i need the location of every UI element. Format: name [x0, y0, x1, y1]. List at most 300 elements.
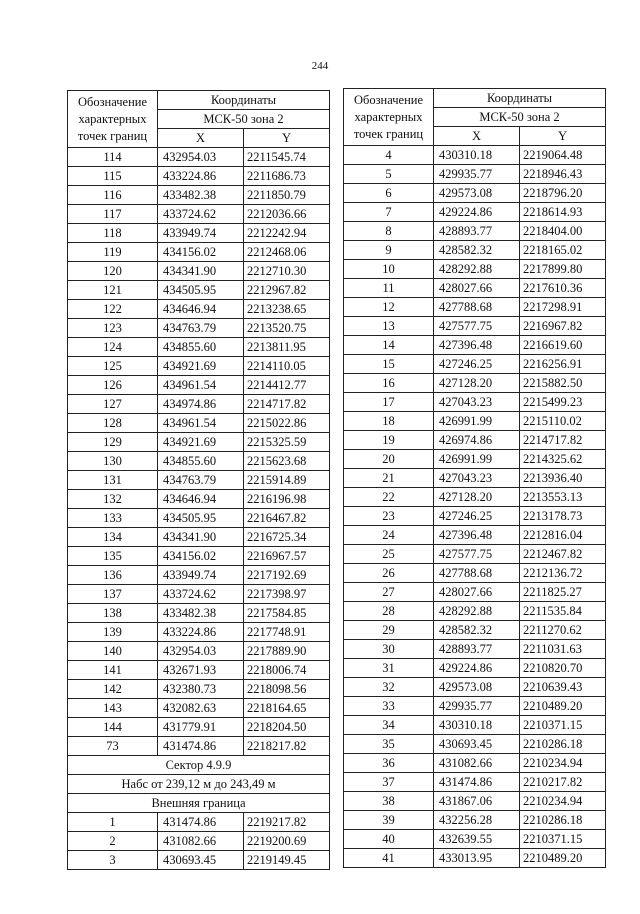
y-coordinate-cell: 2210820.70: [520, 659, 606, 678]
y-coordinate-cell: 2216967.82: [520, 317, 606, 336]
y-coordinate-cell: 2212036.66: [244, 205, 330, 224]
y-coordinate-cell: 2217748.91: [244, 623, 330, 642]
x-coordinate-cell: 432671.93: [158, 661, 244, 680]
x-coordinate-cell: 433949.74: [158, 566, 244, 585]
table-row: [68, 509, 330, 528]
point-id-cell: 30: [344, 640, 434, 659]
table-row: [68, 319, 330, 338]
y-coordinate-cell: 2212816.04: [520, 526, 606, 545]
x-column-header: X: [434, 127, 520, 146]
table-row: [68, 338, 330, 357]
y-coordinate-cell: 2211270.62: [520, 621, 606, 640]
x-coordinate-cell: 433949.74: [158, 224, 244, 243]
x-coordinate-cell: 434505.95: [158, 509, 244, 528]
table-row: [344, 564, 606, 583]
table-row: [68, 186, 330, 205]
x-column-header: X: [158, 129, 244, 148]
x-coordinate-cell: 434505.95: [158, 281, 244, 300]
y-coordinate-cell: 2219064.48: [520, 146, 606, 165]
y-coordinate-cell: 2215325.59: [244, 433, 330, 452]
table-row: [68, 471, 330, 490]
point-id-cell: 143: [68, 699, 158, 718]
y-coordinate-cell: 2210489.20: [520, 849, 606, 868]
table-row: [344, 184, 606, 203]
point-id-cell: 142: [68, 680, 158, 699]
point-id-cell: 119: [68, 243, 158, 262]
y-coordinate-cell: 2212468.06: [244, 243, 330, 262]
point-id-cell: 118: [68, 224, 158, 243]
table-row: [68, 395, 330, 414]
x-coordinate-cell: 430310.18: [434, 146, 520, 165]
point-id-cell: 4: [344, 146, 434, 165]
point-id-cell: 124: [68, 338, 158, 357]
point-id-cell: 33: [344, 697, 434, 716]
x-coordinate-cell: 431779.91: [158, 718, 244, 737]
x-coordinate-cell: 430693.45: [158, 851, 244, 870]
point-id-cell: 18: [344, 412, 434, 431]
y-coordinate-cell: 2215914.89: [244, 471, 330, 490]
table-row: [344, 545, 606, 564]
point-id-cell: 24: [344, 526, 434, 545]
table-row: [344, 640, 606, 659]
y-coordinate-cell: 2218165.02: [520, 241, 606, 260]
table-row: [344, 602, 606, 621]
left-table-body-after: [68, 813, 330, 870]
point-id-cell: 3: [68, 851, 158, 870]
point-id-cell: 125: [68, 357, 158, 376]
point-id-cell: 35: [344, 735, 434, 754]
y-coordinate-cell: 2217398.97: [244, 585, 330, 604]
x-coordinate-cell: 434156.02: [158, 243, 244, 262]
coordinates-table-left: [67, 90, 330, 870]
table-row: [344, 336, 606, 355]
x-coordinate-cell: 431474.86: [434, 773, 520, 792]
x-coordinate-cell: 432954.03: [158, 642, 244, 661]
x-coordinate-cell: 428582.32: [434, 241, 520, 260]
x-coordinate-cell: 429935.77: [434, 697, 520, 716]
table-row: [344, 583, 606, 602]
x-coordinate-cell: 432380.73: [158, 680, 244, 699]
right-table-body: [344, 146, 606, 868]
x-coordinate-cell: 434763.79: [158, 471, 244, 490]
coordinates-table-right: [343, 88, 606, 868]
y-coordinate-cell: 2214717.82: [244, 395, 330, 414]
y-coordinate-cell: 2216196.98: [244, 490, 330, 509]
x-coordinate-cell: 433482.38: [158, 604, 244, 623]
x-coordinate-cell: 429573.08: [434, 678, 520, 697]
point-id-cell: 10: [344, 260, 434, 279]
y-coordinate-cell: 2210234.94: [520, 792, 606, 811]
point-id-cell: 134: [68, 528, 158, 547]
point-id-cell: 5: [344, 165, 434, 184]
sector-title: Сектор 4.9.9: [68, 756, 330, 775]
y-coordinate-cell: 2217899.80: [520, 260, 606, 279]
x-coordinate-cell: 427788.68: [434, 298, 520, 317]
y-coordinate-cell: 2215022.86: [244, 414, 330, 433]
point-id-cell: 129: [68, 433, 158, 452]
designation-header: [344, 89, 434, 146]
designation-line: точек границ: [77, 128, 148, 143]
y-coordinate-cell: 2215882.50: [520, 374, 606, 393]
point-id-cell: 138: [68, 604, 158, 623]
point-id-cell: 41: [344, 849, 434, 868]
point-id-cell: 21: [344, 469, 434, 488]
point-id-cell: 13: [344, 317, 434, 336]
x-coordinate-cell: 434341.90: [158, 528, 244, 547]
y-coordinate-cell: 2215110.02: [520, 412, 606, 431]
table-row: [68, 224, 330, 243]
table-row: [68, 851, 330, 870]
table-row: [344, 773, 606, 792]
x-coordinate-cell: 430310.18: [434, 716, 520, 735]
point-id-cell: 9: [344, 241, 434, 260]
y-coordinate-cell: 2217584.85: [244, 604, 330, 623]
table-row: [344, 792, 606, 811]
designation-header: [68, 91, 158, 148]
x-coordinate-cell: 426991.99: [434, 412, 520, 431]
table-row: [344, 146, 606, 165]
table-row: [344, 203, 606, 222]
x-coordinate-cell: 434156.02: [158, 547, 244, 566]
y-coordinate-cell: 2212467.82: [520, 545, 606, 564]
coords-system-header: МСК-50 зона 2: [434, 108, 606, 127]
point-id-cell: 32: [344, 678, 434, 697]
table-row: [68, 642, 330, 661]
table-row: [344, 374, 606, 393]
point-id-cell: 15: [344, 355, 434, 374]
point-id-cell: 38: [344, 792, 434, 811]
x-coordinate-cell: 433724.62: [158, 585, 244, 604]
page-number: 244: [311, 60, 329, 72]
table-row: [344, 488, 606, 507]
coords-title-header: Координаты: [434, 89, 606, 108]
point-id-cell: 20: [344, 450, 434, 469]
point-id-cell: 123: [68, 319, 158, 338]
y-coordinate-cell: 2211825.27: [520, 583, 606, 602]
x-coordinate-cell: 434855.60: [158, 452, 244, 471]
point-id-cell: 120: [68, 262, 158, 281]
point-id-cell: 8: [344, 222, 434, 241]
x-coordinate-cell: 427043.23: [434, 469, 520, 488]
table-row: [344, 754, 606, 773]
table-row: [344, 678, 606, 697]
table-row: [68, 566, 330, 585]
x-coordinate-cell: 431082.66: [158, 832, 244, 851]
point-id-cell: 115: [68, 167, 158, 186]
point-id-cell: 73: [68, 737, 158, 756]
y-coordinate-cell: 2211545.74: [244, 148, 330, 167]
x-coordinate-cell: 428027.66: [434, 279, 520, 298]
x-coordinate-cell: 428292.88: [434, 602, 520, 621]
table-row: [344, 659, 606, 678]
x-coordinate-cell: 434961.54: [158, 414, 244, 433]
point-id-cell: 117: [68, 205, 158, 224]
y-coordinate-cell: 2218614.93: [520, 203, 606, 222]
x-coordinate-cell: 427577.75: [434, 317, 520, 336]
x-coordinate-cell: 427246.25: [434, 355, 520, 374]
y-coordinate-cell: 2215499.23: [520, 393, 606, 412]
table-row: [68, 262, 330, 281]
table-row: [68, 281, 330, 300]
y-coordinate-cell: 2210639.43: [520, 678, 606, 697]
y-coordinate-cell: 2212710.30: [244, 262, 330, 281]
y-coordinate-cell: 2213811.95: [244, 338, 330, 357]
y-coordinate-cell: 2218204.50: [244, 718, 330, 737]
x-coordinate-cell: 434974.86: [158, 395, 244, 414]
table-row: [344, 165, 606, 184]
table-row: [68, 718, 330, 737]
table-row: [68, 376, 330, 395]
point-id-cell: 126: [68, 376, 158, 395]
point-id-cell: 135: [68, 547, 158, 566]
y-coordinate-cell: 2214717.82: [520, 431, 606, 450]
point-id-cell: 26: [344, 564, 434, 583]
x-coordinate-cell: 431082.66: [434, 754, 520, 773]
y-coordinate-cell: 2210286.18: [520, 735, 606, 754]
table-row: [344, 412, 606, 431]
y-coordinate-cell: 2217192.69: [244, 566, 330, 585]
point-id-cell: 39: [344, 811, 434, 830]
point-id-cell: 141: [68, 661, 158, 680]
x-coordinate-cell: 431474.86: [158, 813, 244, 832]
y-coordinate-cell: 2216725.34: [244, 528, 330, 547]
x-coordinate-cell: 429224.86: [434, 203, 520, 222]
point-id-cell: 31: [344, 659, 434, 678]
y-coordinate-cell: 2210371.15: [520, 716, 606, 735]
y-coordinate-cell: 2212136.72: [520, 564, 606, 583]
designation-line: характерных: [354, 109, 423, 124]
y-coordinate-cell: 2218796.20: [520, 184, 606, 203]
x-coordinate-cell: 432082.63: [158, 699, 244, 718]
y-coordinate-cell: 2213520.75: [244, 319, 330, 338]
x-coordinate-cell: 434855.60: [158, 338, 244, 357]
table-row: [68, 205, 330, 224]
y-coordinate-cell: 2216256.91: [520, 355, 606, 374]
y-coordinate-cell: 2218404.00: [520, 222, 606, 241]
y-coordinate-cell: 2214325.62: [520, 450, 606, 469]
point-id-cell: 28: [344, 602, 434, 621]
point-id-cell: 25: [344, 545, 434, 564]
y-coordinate-cell: 2219200.69: [244, 832, 330, 851]
y-coordinate-cell: 2217298.91: [520, 298, 606, 317]
y-coordinate-cell: 2210286.18: [520, 811, 606, 830]
point-id-cell: 11: [344, 279, 434, 298]
y-coordinate-cell: 2218006.74: [244, 661, 330, 680]
point-id-cell: 23: [344, 507, 434, 526]
point-id-cell: 29: [344, 621, 434, 640]
x-coordinate-cell: 430693.45: [434, 735, 520, 754]
point-id-cell: 19: [344, 431, 434, 450]
point-id-cell: 16: [344, 374, 434, 393]
point-id-cell: 6: [344, 184, 434, 203]
y-coordinate-cell: 2211535.84: [520, 602, 606, 621]
table-row: [68, 699, 330, 718]
point-id-cell: 121: [68, 281, 158, 300]
x-coordinate-cell: 427788.68: [434, 564, 520, 583]
point-id-cell: 136: [68, 566, 158, 585]
point-id-cell: 22: [344, 488, 434, 507]
table-row: [344, 735, 606, 754]
y-column-header: Y: [244, 129, 330, 148]
y-coordinate-cell: 2213553.13: [520, 488, 606, 507]
x-coordinate-cell: 428292.88: [434, 260, 520, 279]
y-coordinate-cell: 2212242.94: [244, 224, 330, 243]
y-coordinate-cell: 2212967.82: [244, 281, 330, 300]
left-table-body: [68, 148, 330, 756]
point-id-cell: 37: [344, 773, 434, 792]
table-row: [68, 813, 330, 832]
table-row: [68, 604, 330, 623]
y-coordinate-cell: 2213936.40: [520, 469, 606, 488]
x-coordinate-cell: 434921.69: [158, 357, 244, 376]
x-coordinate-cell: 432256.28: [434, 811, 520, 830]
y-coordinate-cell: 2213238.65: [244, 300, 330, 319]
point-id-cell: 130: [68, 452, 158, 471]
x-coordinate-cell: 428027.66: [434, 583, 520, 602]
designation-line: характерных: [78, 111, 147, 126]
y-coordinate-cell: 2211686.73: [244, 167, 330, 186]
point-id-cell: 12: [344, 298, 434, 317]
y-coordinate-cell: 2210489.20: [520, 697, 606, 716]
x-coordinate-cell: 431867.06: [434, 792, 520, 811]
table-row: [68, 300, 330, 319]
table-row: [344, 393, 606, 412]
point-id-cell: 139: [68, 623, 158, 642]
x-coordinate-cell: 429573.08: [434, 184, 520, 203]
point-id-cell: 17: [344, 393, 434, 412]
designation-line: точек границ: [353, 126, 424, 141]
y-coordinate-cell: 2216619.60: [520, 336, 606, 355]
y-coordinate-cell: 2219217.82: [244, 813, 330, 832]
point-id-cell: 27: [344, 583, 434, 602]
sector-subtitle: Набс от 239,12 м до 243,49 м: [68, 775, 330, 794]
x-coordinate-cell: 433013.95: [434, 849, 520, 868]
x-coordinate-cell: 432639.55: [434, 830, 520, 849]
coords-system-header: МСК-50 зона 2: [158, 110, 330, 129]
y-coordinate-cell: 2218164.65: [244, 699, 330, 718]
x-coordinate-cell: 434646.94: [158, 300, 244, 319]
x-coordinate-cell: 427396.48: [434, 336, 520, 355]
table-row: [344, 830, 606, 849]
table-row: [68, 737, 330, 756]
y-coordinate-cell: 2219149.45: [244, 851, 330, 870]
y-coordinate-cell: 2214412.77: [244, 376, 330, 395]
y-coordinate-cell: 2213178.73: [520, 507, 606, 526]
x-coordinate-cell: 427396.48: [434, 526, 520, 545]
outer-border-label: Внешняя граница: [68, 794, 330, 813]
y-coordinate-cell: 2210234.94: [520, 754, 606, 773]
table-row: [68, 585, 330, 604]
table-row: [68, 623, 330, 642]
table-row: [68, 414, 330, 433]
y-column-header: Y: [520, 127, 606, 146]
x-coordinate-cell: 432954.03: [158, 148, 244, 167]
x-coordinate-cell: 427128.20: [434, 374, 520, 393]
y-coordinate-cell: 2218098.56: [244, 680, 330, 699]
table-row: [68, 661, 330, 680]
table-row: [344, 697, 606, 716]
table-row: [344, 811, 606, 830]
table-row: [344, 621, 606, 640]
x-coordinate-cell: 433482.38: [158, 186, 244, 205]
point-id-cell: 128: [68, 414, 158, 433]
table-row: [68, 452, 330, 471]
table-row: [68, 243, 330, 262]
x-coordinate-cell: 426991.99: [434, 450, 520, 469]
x-coordinate-cell: 428893.77: [434, 640, 520, 659]
table-row: [344, 469, 606, 488]
point-id-cell: 36: [344, 754, 434, 773]
point-id-cell: 140: [68, 642, 158, 661]
point-id-cell: 133: [68, 509, 158, 528]
table-row: [68, 357, 330, 376]
table-row: [68, 167, 330, 186]
y-coordinate-cell: 2211031.63: [520, 640, 606, 659]
table-row: [344, 431, 606, 450]
x-coordinate-cell: 434961.54: [158, 376, 244, 395]
y-coordinate-cell: 2218946.43: [520, 165, 606, 184]
table-row: [68, 832, 330, 851]
point-id-cell: 122: [68, 300, 158, 319]
table-row: [344, 355, 606, 374]
y-coordinate-cell: 2210371.15: [520, 830, 606, 849]
y-coordinate-cell: 2215623.68: [244, 452, 330, 471]
y-coordinate-cell: 2216967.57: [244, 547, 330, 566]
y-coordinate-cell: 2214110.05: [244, 357, 330, 376]
point-id-cell: 116: [68, 186, 158, 205]
table-row: [68, 547, 330, 566]
x-coordinate-cell: 427128.20: [434, 488, 520, 507]
table-row: [344, 298, 606, 317]
y-coordinate-cell: 2217889.90: [244, 642, 330, 661]
table-row: [344, 849, 606, 868]
x-coordinate-cell: 428582.32: [434, 621, 520, 640]
x-coordinate-cell: 433724.62: [158, 205, 244, 224]
y-coordinate-cell: 2216467.82: [244, 509, 330, 528]
x-coordinate-cell: 434921.69: [158, 433, 244, 452]
x-coordinate-cell: 434646.94: [158, 490, 244, 509]
table-row: [344, 241, 606, 260]
x-coordinate-cell: 434763.79: [158, 319, 244, 338]
table-row: [68, 680, 330, 699]
table-row: [68, 490, 330, 509]
x-coordinate-cell: 426974.86: [434, 431, 520, 450]
designation-line: Обозначение: [77, 94, 148, 109]
x-coordinate-cell: 428893.77: [434, 222, 520, 241]
point-id-cell: 40: [344, 830, 434, 849]
table-row: [344, 526, 606, 545]
y-coordinate-cell: 2217610.36: [520, 279, 606, 298]
point-id-cell: 114: [68, 148, 158, 167]
table-row: [68, 148, 330, 167]
point-id-cell: 137: [68, 585, 158, 604]
x-coordinate-cell: 429224.86: [434, 659, 520, 678]
x-coordinate-cell: 427043.23: [434, 393, 520, 412]
x-coordinate-cell: 431474.86: [158, 737, 244, 756]
table-row: [344, 317, 606, 336]
point-id-cell: 132: [68, 490, 158, 509]
table-row: [344, 450, 606, 469]
point-id-cell: 34: [344, 716, 434, 735]
point-id-cell: 144: [68, 718, 158, 737]
x-coordinate-cell: 427577.75: [434, 545, 520, 564]
point-id-cell: 2: [68, 832, 158, 851]
x-coordinate-cell: 434341.90: [158, 262, 244, 281]
coords-title-header: Координаты: [158, 91, 330, 110]
x-coordinate-cell: 433224.86: [158, 623, 244, 642]
table-row: [344, 279, 606, 298]
table-row: [68, 528, 330, 547]
